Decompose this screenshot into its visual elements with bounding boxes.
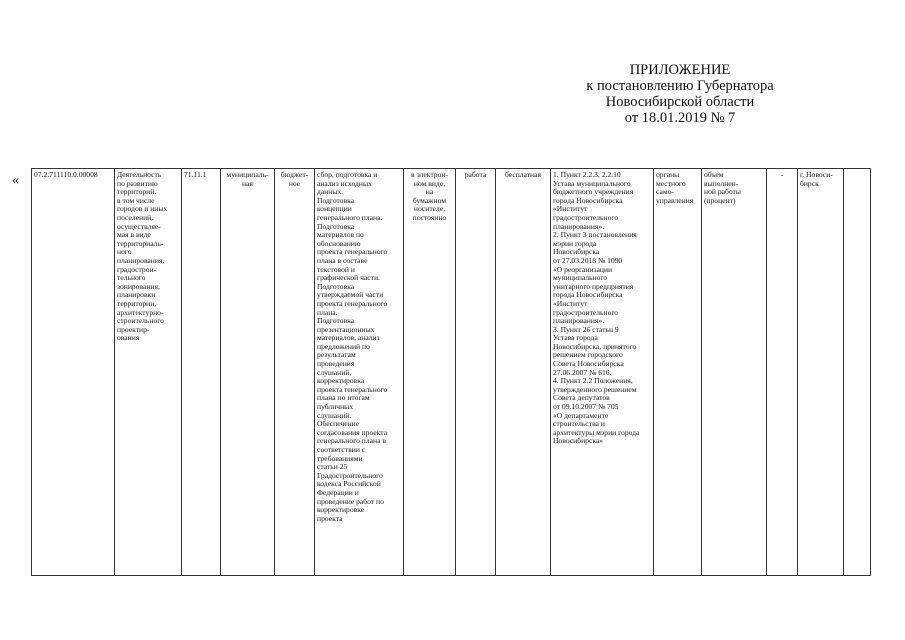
cell-content	[315, 169, 404, 576]
cell-line: слушаний,	[317, 367, 352, 377]
cell-line: проведения	[317, 359, 355, 369]
cell-line: зонирования,	[117, 281, 160, 291]
cell-line: 3. Пункт 26 статьи 9	[553, 324, 619, 334]
cell-line: архитектуры мэрии города	[553, 427, 640, 437]
cell-line: Деятельность	[117, 170, 162, 179]
cell-line: генерального плана в	[317, 436, 386, 446]
cell-line: проектир-	[117, 324, 150, 334]
cell-line: корректировке	[317, 505, 365, 515]
cell-line: ная	[242, 178, 253, 188]
cell-line: материалов по	[317, 230, 364, 240]
cell-line: Подготовка	[317, 195, 355, 205]
cell-line: Новосибирска, принятого	[553, 341, 637, 351]
cell-line: «Институт	[553, 298, 588, 308]
cell-line: ного	[117, 247, 132, 257]
cell-line: города Новосибирска	[553, 290, 623, 300]
cell-line: территорий,	[117, 187, 157, 197]
cell-line: утверждаемой части	[317, 290, 384, 300]
cell-empty	[844, 169, 871, 576]
cell-line: постоянно	[412, 212, 447, 222]
cell-line: управления	[656, 195, 694, 205]
cell-line: анализ исходных	[317, 178, 372, 188]
cell-line: градострои-	[117, 264, 157, 274]
cell-line: города Новосибирска	[553, 195, 623, 205]
cell-line: 27.06.2007 № 616.	[553, 367, 612, 377]
cell-line: бирск	[800, 178, 819, 188]
cell-line: плана.	[317, 307, 338, 317]
cell-line: материалов, анализ	[317, 333, 380, 343]
cell-line: слушаний.	[317, 410, 352, 420]
cell-line: по развитию	[117, 178, 158, 188]
cell-okved: 71.11.1	[182, 169, 221, 576]
cell-line: осуществляе-	[117, 221, 161, 231]
cell-line: публичных	[317, 402, 354, 412]
cell-line: генерального плана.	[317, 212, 383, 222]
cell-line: ном виде,	[413, 178, 446, 188]
cell-line: текстовой и	[317, 264, 355, 274]
cell-line: градостроительного	[553, 307, 619, 317]
cell-line: кодекса Российской	[317, 479, 381, 489]
cell-line: Устава города	[553, 333, 598, 343]
cell-line: территориаль-	[117, 238, 164, 248]
cell-line: «Институт	[553, 204, 588, 214]
cell-line: Подготовка	[317, 281, 355, 291]
cell-dash: -	[767, 169, 798, 576]
cell-line: от 27.03.2018 № 1090	[553, 255, 623, 265]
cell-bodies	[654, 169, 702, 576]
cell-line: (процент)	[704, 195, 736, 205]
cell-code: 07.2.711110.0.00008	[32, 169, 115, 576]
cell-line: проведение работ по	[317, 496, 384, 506]
cell-line: планирования».	[553, 316, 605, 326]
cell-line: Градостроительного	[317, 470, 383, 480]
cell-line: требованиями	[317, 453, 363, 463]
cell-line: ной работы	[704, 187, 741, 197]
cell-line: проекта генерального	[317, 384, 388, 394]
cell-line: «О департаменте	[553, 410, 609, 420]
header-region-line: Новосибирской области	[605, 94, 755, 110]
cell-line: Подготовка	[317, 316, 355, 326]
cell-line: данных.	[317, 187, 344, 197]
cell-line: бюджет-	[280, 170, 309, 179]
cell-activity	[115, 169, 182, 576]
cell-line: предложений по	[317, 341, 370, 351]
cell-line: утвержденного решением	[553, 384, 637, 394]
cell-line: планирования,	[117, 255, 165, 265]
cell-line: 1. Пункт 2.2.3, 2.2.10	[553, 170, 621, 179]
cell-line: Совета депутатов	[553, 393, 610, 403]
cell-line: Подготовка	[317, 221, 355, 231]
cell-basis	[551, 169, 654, 576]
cell-line: городов и иных	[117, 204, 168, 214]
cell-line: мая в виде	[117, 230, 151, 240]
cell-line: выполнен-	[704, 178, 739, 188]
cell-line: мэрии города	[553, 238, 597, 248]
table-row	[32, 169, 871, 576]
cell-line: плана в составе	[317, 255, 368, 265]
cell-line: обоснованию	[317, 238, 361, 248]
cell-line: носителе,	[413, 204, 446, 214]
cell-line: поселений,	[117, 212, 154, 222]
cell-line: органы	[656, 170, 680, 179]
cell-line: в том числе	[117, 195, 155, 205]
cell-line: сбор, подготовка и	[317, 170, 378, 179]
cell-form	[404, 169, 456, 576]
cell-line: решением городского	[553, 350, 623, 360]
cell-line: территории,	[117, 298, 157, 308]
cell-line: Совета Новосибирска	[553, 359, 624, 369]
cell-line: планировки	[117, 290, 156, 300]
cell-line: само-	[656, 187, 674, 197]
cell-line: Федерации и	[317, 487, 359, 497]
cell-institution	[275, 169, 315, 576]
cell-line: планирования».	[553, 221, 605, 231]
cell-line: в электрон-	[411, 170, 448, 179]
cell-line: согласования проекта	[317, 427, 388, 437]
cell-line: муниципального	[553, 273, 608, 283]
cell-line: проекта генерального	[317, 298, 388, 308]
cell-line: плана по итогам	[317, 393, 370, 403]
registry-table	[31, 168, 871, 576]
header-title: ПРИЛОЖЕНИЕ	[629, 62, 731, 78]
cell-line: архитектурно-	[117, 307, 164, 317]
cell-line: результатам	[317, 350, 356, 360]
cell-line: строительства и	[553, 419, 605, 429]
cell-line: графической части.	[317, 273, 380, 283]
document-header	[550, 62, 810, 126]
cell-line: ования	[117, 333, 140, 343]
header-decree-line: к постановлению Губернатора	[586, 78, 774, 94]
cell-line: на	[425, 187, 434, 197]
cell-line: унитарного предприятия	[553, 281, 634, 291]
cell-line: 4. Пункт 2.2 Положения,	[553, 376, 633, 386]
cell-line: Устава муниципального	[553, 178, 631, 188]
cell-line: проекта генерального	[317, 247, 388, 257]
cell-line: соответствии с	[317, 445, 366, 454]
cell-line: статьи 25	[317, 462, 348, 472]
cell-line: корректировка	[317, 376, 365, 386]
cell-line: Новосибирска»	[553, 436, 604, 446]
cell-line: бюджетного учреждения	[553, 187, 634, 197]
cell-place	[798, 169, 844, 576]
cell-line: местного	[656, 178, 686, 188]
cell-line: проекта	[317, 513, 343, 523]
cell-line: от 09.10.2007 № 705	[553, 402, 619, 412]
cell-line: Новосибирска	[553, 247, 600, 257]
cell-line: бумажном	[412, 195, 447, 205]
cell-line: 2. Пункт 3 постановления	[553, 230, 637, 240]
cell-line: г. Новоси-	[800, 170, 833, 179]
cell-line: объем	[704, 170, 724, 179]
cell-line: Обеспечение	[317, 419, 360, 429]
cell-line: муниципаль-	[226, 170, 269, 179]
cell-line: концепции	[317, 204, 352, 214]
cell-type	[221, 169, 275, 576]
opening-quote: «	[12, 173, 19, 188]
cell-line: ное	[288, 178, 301, 188]
cell-line: презентационных	[317, 324, 375, 334]
header-date-number: от 18.01.2019 № 7	[624, 110, 736, 126]
cell-line: «О реорганизации	[553, 264, 613, 274]
cell-line: градостроительного	[553, 212, 619, 222]
cell-line: тельного	[117, 273, 146, 283]
cell-indicator	[702, 169, 767, 576]
cell-payment: бесплатная	[496, 169, 551, 576]
cell-kind: работа	[456, 169, 496, 576]
cell-line: строительного	[117, 316, 164, 326]
